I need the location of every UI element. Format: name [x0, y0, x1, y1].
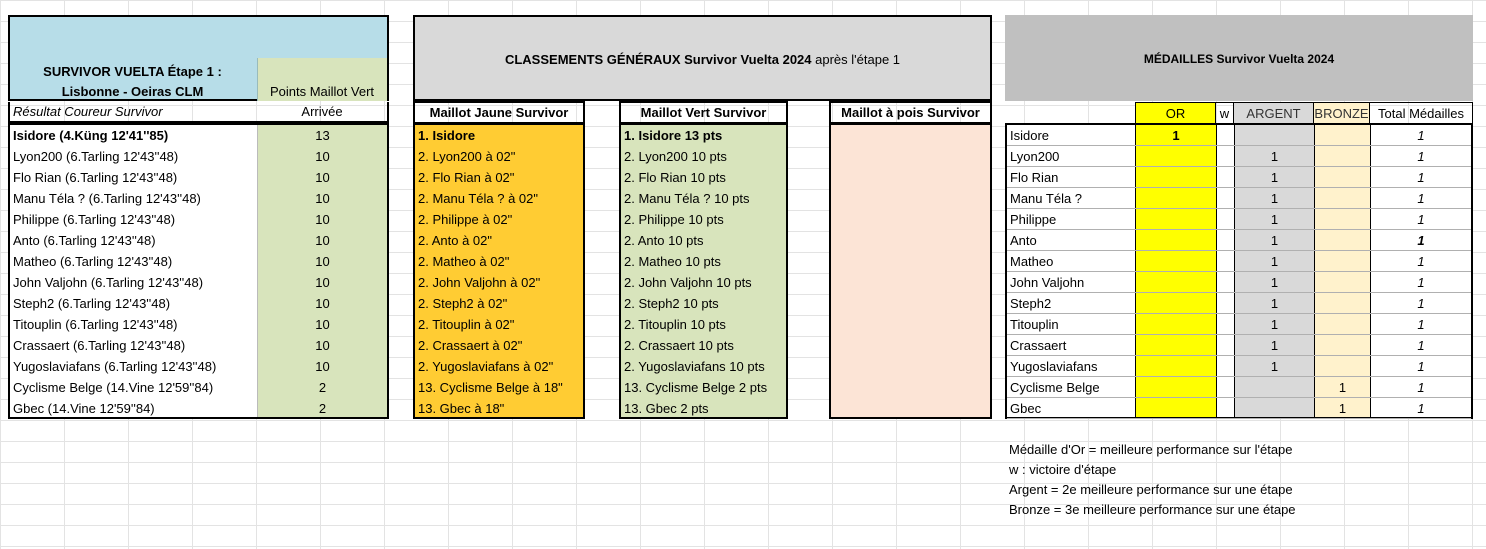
maillot-vert-row: 2. Crassaert 10 pts: [624, 338, 734, 353]
stage-points-cell: 10: [315, 296, 330, 311]
medal-argent-cell: 1: [1270, 254, 1279, 269]
medal-total-cell: 1: [1417, 359, 1425, 374]
maillot-jaune-row: 2. Steph2 à 02": [418, 296, 508, 311]
general-title-rest: après l'étape 1: [811, 51, 901, 67]
medal-argent-cell: 1: [1270, 296, 1279, 311]
medal-argent-cell: 1: [1270, 191, 1279, 206]
maillot-vert-row: 2. Lyon200 10 pts: [624, 149, 727, 164]
maillot-vert-row: 2. Steph2 10 pts: [624, 296, 719, 311]
medal-argent-cell: 1: [1270, 317, 1279, 332]
maillot-jaune-row: 2. Lyon200 à 02": [418, 149, 516, 164]
medal-total-cell: 1: [1417, 317, 1425, 332]
maillot-jaune-row: 2. Philippe à 02": [418, 212, 513, 227]
stage-points-cell: 10: [315, 191, 330, 206]
medal-bronze-cell: [1315, 146, 1370, 167]
medal-or-cell: [1136, 209, 1216, 230]
medal-w-cell: [1217, 356, 1234, 377]
medal-or-cell: [1136, 230, 1216, 251]
medal-bronze-cell: [1315, 167, 1370, 188]
medal-argent-cell: 1: [1270, 212, 1279, 227]
stage-title-line2: Lisbonne - Oeiras CLM: [61, 83, 204, 99]
medal-or-cell: [1136, 335, 1216, 356]
medal-bronze-cell: [1315, 356, 1370, 377]
stage-points-cell: 10: [315, 170, 330, 185]
medal-header-or: OR: [1135, 102, 1216, 124]
stage-result-cell: Anto (6.Tarling 12'43''48): [13, 233, 156, 248]
medal-header-total: Total Médailles: [1370, 102, 1473, 124]
medal-legend-line: w : victoire d'étape: [1009, 461, 1117, 477]
medal-total-cell: 1: [1417, 170, 1425, 185]
medal-or-cell: [1136, 251, 1216, 272]
medal-name-cell: Anto: [1010, 233, 1037, 248]
stage-result-cell: Steph2 (6.Tarling 12'43''48): [13, 296, 171, 311]
maillot-vert-row: 2. John Valjohn 10 pts: [624, 275, 752, 290]
medal-argent-cell: [1235, 125, 1314, 146]
medal-w-cell: [1217, 377, 1234, 398]
maillot-vert-header: Maillot Vert Survivor: [619, 101, 788, 124]
medal-or-cell: [1136, 146, 1216, 167]
maillot-jaune-row: 13. Gbec à 18": [418, 401, 505, 416]
arrivee-column-header: Arrivée: [257, 102, 389, 123]
maillot-jaune-row: 2. John Valjohn à 02": [418, 275, 541, 290]
medal-w-cell: [1217, 314, 1234, 335]
maillot-vert-row: 2. Flo Rian 10 pts: [624, 170, 726, 185]
medal-bronze-cell: [1315, 251, 1370, 272]
medal-bronze-cell: [1315, 272, 1370, 293]
maillot-jaune-row: 1. Isidore: [418, 128, 476, 143]
general-title: [415, 49, 990, 69]
stage-result-cell: Gbec (14.Vine 12'59''84): [13, 401, 155, 416]
medal-legend-line: Médaille d'Or = meilleure performance sur l'étape: [1009, 441, 1293, 457]
general-title-bold: CLASSEMENTS GÉNÉRAUX Survivor Vuelta 2024: [504, 51, 812, 67]
maillot-pois-header: Maillot à pois Survivor: [829, 101, 992, 124]
medal-or-cell: [1136, 377, 1216, 398]
medal-total-cell: 1: [1417, 296, 1425, 311]
stage-result-cell: Manu Téla ? (6.Tarling 12'43''48): [13, 191, 201, 206]
medal-name-cell: Cyclisme Belge: [1010, 380, 1100, 395]
stage-points-cell: 10: [315, 359, 330, 374]
maillot-jaune-row: 2. Yugoslaviafans à 02": [418, 359, 554, 374]
medal-name-cell: Steph2: [1010, 296, 1052, 311]
stage-title-line1: SURVIVOR VUELTA Étape 1 :: [43, 63, 222, 79]
medal-or-cell: [1136, 188, 1216, 209]
medal-name-cell: Gbec: [1010, 401, 1042, 416]
stage-points-cell: 2: [318, 380, 327, 395]
medal-argent-cell: 1: [1270, 338, 1279, 353]
stage-result-cell: Matheo (6.Tarling 12'43''48): [13, 254, 173, 269]
maillot-vert-row: 2. Matheo 10 pts: [624, 254, 721, 269]
medal-w-cell: [1217, 146, 1234, 167]
medal-argent-cell: 1: [1270, 170, 1279, 185]
medal-or-cell: [1136, 272, 1216, 293]
medal-name-cell: Philippe: [1010, 212, 1057, 227]
medals-title: MÉDAILLES Survivor Vuelta 2024: [1143, 52, 1335, 66]
medal-bronze-cell: [1315, 209, 1370, 230]
medal-w-cell: [1217, 125, 1234, 146]
maillot-jaune-row: 2. Flo Rian à 02": [418, 170, 515, 185]
stage-points-cell: 10: [315, 254, 330, 269]
medal-total-cell: 1: [1417, 275, 1425, 290]
stage-points-cell: 10: [315, 275, 330, 290]
medal-header-argent: ARGENT: [1234, 102, 1314, 124]
maillot-jaune-header: Maillot Jaune Survivor: [413, 101, 585, 124]
result-column-header: Résultat Coureur Survivor: [8, 102, 257, 123]
stage-points-cell: 13: [315, 128, 330, 143]
stage-points-cell: 10: [315, 317, 330, 332]
stage-result-cell: John Valjohn (6.Tarling 12'43''48): [13, 275, 204, 290]
medal-or-cell: [1136, 167, 1216, 188]
medal-bronze-cell: [1315, 335, 1370, 356]
maillot-vert-row: 2. Philippe 10 pts: [624, 212, 724, 227]
maillot-vert-row: 1. Isidore 13 pts: [624, 128, 723, 143]
medal-bronze-cell: [1315, 230, 1370, 251]
medal-bronze-cell: 1: [1338, 401, 1347, 416]
stage-result-cell: Cyclisme Belge (14.Vine 12'59''84): [13, 380, 214, 395]
maillot-jaune-row: 2. Manu Téla ? à 02": [418, 191, 539, 206]
medal-bronze-cell: [1315, 314, 1370, 335]
medal-name-cell: Crassaert: [1010, 338, 1067, 353]
maillot-jaune-row: 2. Titouplin à 02": [418, 317, 515, 332]
medal-name-cell: Titouplin: [1010, 317, 1059, 332]
medal-total-cell: 1: [1417, 191, 1425, 206]
medal-argent-cell: 1: [1270, 359, 1279, 374]
maillot-vert-row: 13. Gbec 2 pts: [624, 401, 709, 416]
medal-w-cell: [1217, 293, 1234, 314]
medal-total-cell: 1: [1417, 233, 1425, 248]
maillot-jaune-row: 2. Anto à 02": [418, 233, 493, 248]
medal-w-cell: [1217, 251, 1234, 272]
maillot-jaune-row: 13. Cyclisme Belge à 18": [418, 380, 563, 395]
medal-bronze-cell: [1315, 125, 1370, 146]
medal-argent-cell: 1: [1270, 149, 1279, 164]
medal-or-cell: [1136, 314, 1216, 335]
medal-argent-cell: 1: [1270, 233, 1279, 248]
medal-total-cell: 1: [1417, 212, 1425, 227]
medal-argent-cell: 1: [1270, 275, 1279, 290]
medal-name-cell: Yugoslaviafans: [1010, 359, 1098, 374]
maillot-pois-column: [829, 123, 992, 419]
points-maillot-vert-header: Points Maillot Vert: [269, 83, 375, 99]
stage-result-cell: Yugoslaviafans (6.Tarling 12'43''48): [13, 359, 217, 374]
medal-w-cell: [1217, 272, 1234, 293]
maillot-vert-row: 2. Titouplin 10 pts: [624, 317, 726, 332]
medal-name-cell: Matheo: [1010, 254, 1054, 269]
medal-legend-line: Argent = 2e meilleure performance sur une étape: [1009, 481, 1293, 497]
medal-w-cell: [1217, 398, 1234, 419]
stage-points-cell: 10: [315, 233, 330, 248]
stage-result-cell: Flo Rian (6.Tarling 12'43''48): [13, 170, 178, 185]
stage-result-cell: Philippe (6.Tarling 12'43''48): [13, 212, 176, 227]
medal-or-cell: [1136, 293, 1216, 314]
stage-result-cell: Titouplin (6.Tarling 12'43''48): [13, 317, 178, 332]
medal-name-cell: Lyon200: [1010, 149, 1060, 164]
medal-name-cell: Isidore: [1010, 128, 1050, 143]
stage-result-cell: Isidore (4.Küng 12'41''85): [13, 128, 169, 143]
stage-points-cell: 10: [315, 212, 330, 227]
medal-total-cell: 1: [1417, 128, 1425, 143]
medal-or-cell: 1: [1172, 128, 1180, 143]
maillot-vert-row: 2. Anto 10 pts: [624, 233, 704, 248]
medal-name-cell: Manu Téla ?: [1010, 191, 1083, 206]
medal-total-cell: 1: [1417, 401, 1425, 416]
medal-legend-line: Bronze = 3e meilleure performance sur une étape: [1009, 501, 1296, 517]
stage-points-cell: 10: [315, 338, 330, 353]
medal-header-w: w: [1216, 102, 1234, 124]
medal-or-cell: [1136, 356, 1216, 377]
medal-header-bronze: BRONZE: [1314, 102, 1370, 124]
medal-total-cell: 1: [1417, 338, 1425, 353]
medal-total-cell: 1: [1417, 149, 1425, 164]
medal-name-cell: John Valjohn: [1010, 275, 1085, 290]
stage-points-cell: 10: [315, 149, 330, 164]
stage-result-cell: Lyon200 (6.Tarling 12'43''48): [13, 149, 179, 164]
medal-w-cell: [1217, 335, 1234, 356]
stage-result-cell: Crassaert (6.Tarling 12'43''48): [13, 338, 186, 353]
medal-w-cell: [1217, 230, 1234, 251]
medal-total-cell: 1: [1417, 380, 1425, 395]
medal-row-divider: [1007, 418, 1471, 419]
maillot-jaune-row: 2. Matheo à 02": [418, 254, 510, 269]
medal-or-cell: [1136, 398, 1216, 419]
medal-w-cell: [1217, 167, 1234, 188]
medal-bronze-cell: [1315, 188, 1370, 209]
maillot-vert-row: 2. Yugoslaviafans 10 pts: [624, 359, 765, 374]
medal-bronze-cell: 1: [1338, 380, 1347, 395]
medal-bronze-cell: [1315, 293, 1370, 314]
medal-argent-cell: [1235, 377, 1314, 398]
maillot-jaune-row: 2. Crassaert à 02": [418, 338, 523, 353]
medal-w-cell: [1217, 209, 1234, 230]
maillot-vert-row: 13. Cyclisme Belge 2 pts: [624, 380, 768, 395]
medal-w-cell: [1217, 188, 1234, 209]
maillot-vert-row: 2. Manu Téla ? 10 pts: [624, 191, 750, 206]
stage-points-cell: 2: [318, 401, 327, 416]
medal-total-cell: 1: [1417, 254, 1425, 269]
medal-name-cell: Flo Rian: [1010, 170, 1059, 185]
medal-argent-cell: [1235, 398, 1314, 419]
